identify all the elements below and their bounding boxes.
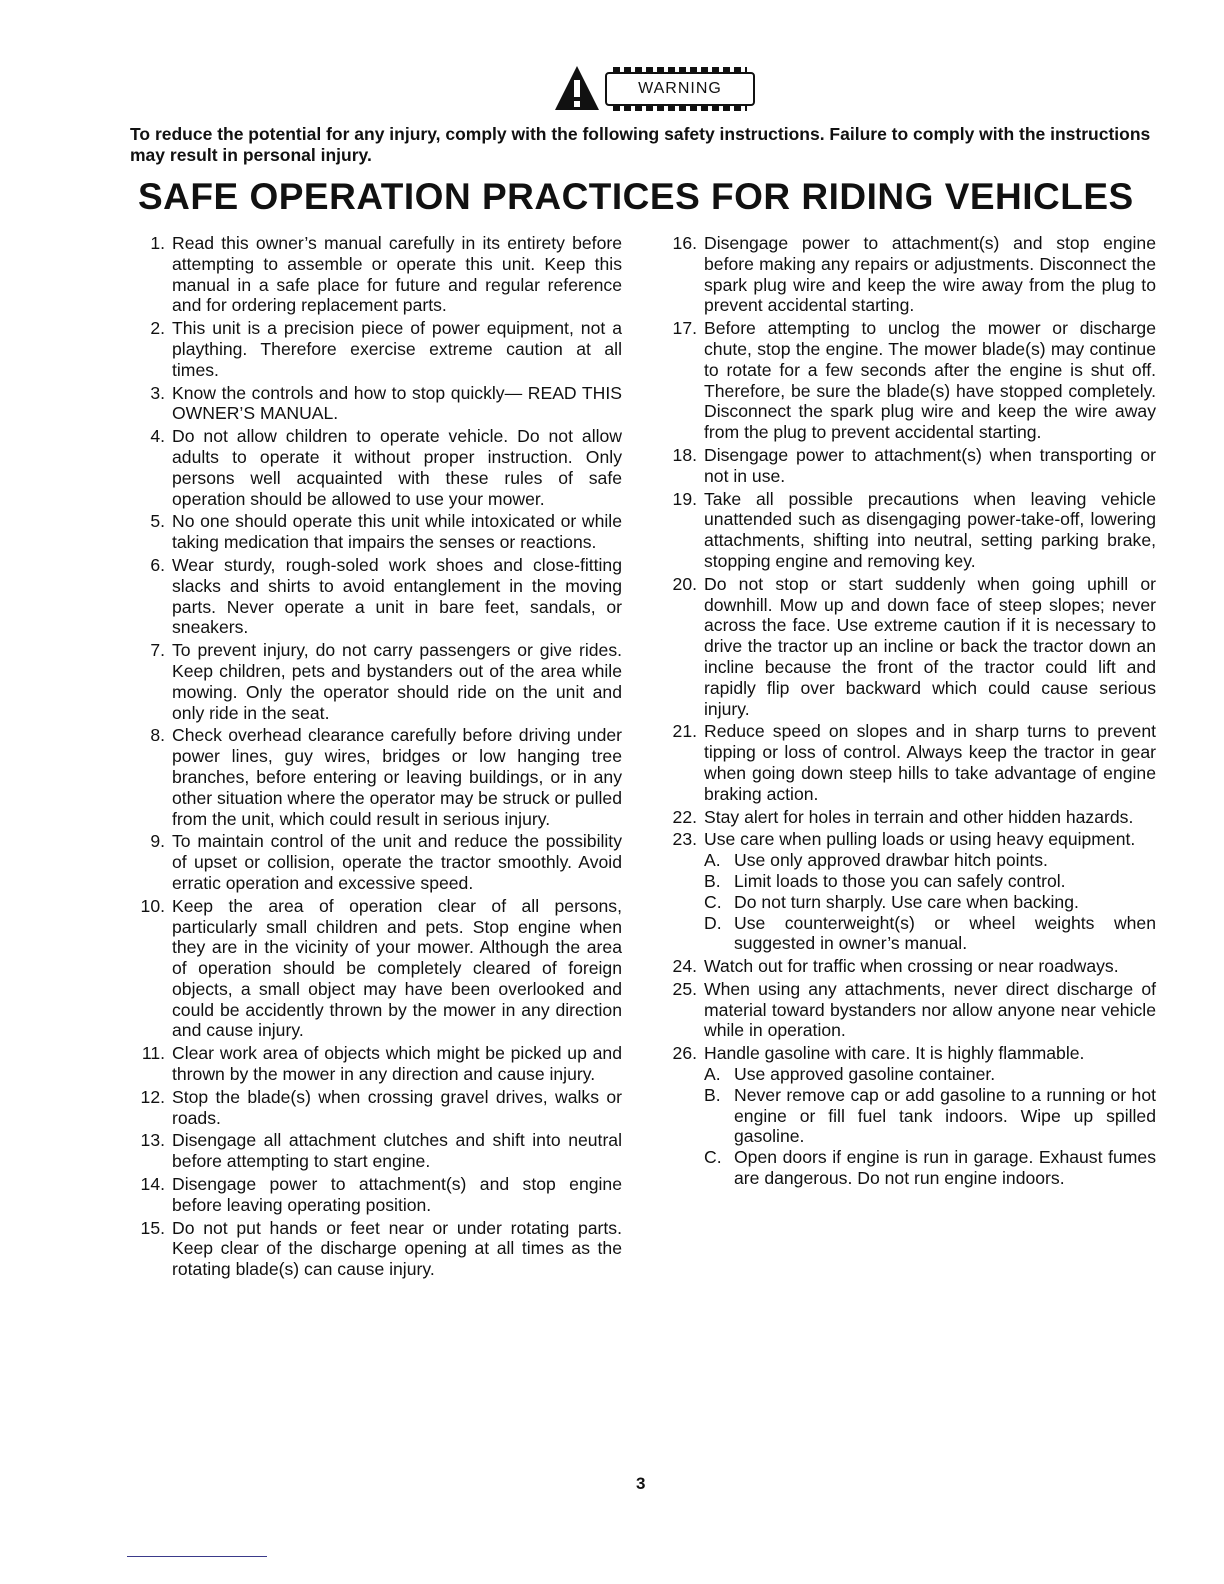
rule-subitem	[704, 913, 1156, 955]
rule-text: To maintain control of the unit and reduce the possibility of upset or collision, operate the tractor smoothly. Avoid erratic operation and excessive speed.	[172, 831, 622, 893]
rule-text: Know the controls and how to stop quickly— READ THIS OWNER’S MANUAL.	[172, 382, 622, 424]
rule-number: 18.	[672, 444, 697, 465]
rule-number: 17.	[672, 318, 697, 339]
rule-item	[132, 511, 622, 553]
subitem-letter: A.	[704, 1064, 721, 1085]
rule-item	[132, 426, 622, 509]
rule-item	[132, 1174, 622, 1216]
rule-text: Before attempting to unclog the mower or discharge chute, stop the engine. The mower blade(s) may continue to rotate for a few seconds after the engine is shut off. Therefore, be sure the blade(s) have stopped completely. Disconnect the spark plug wire and keep the wire away from the plug to prevent accidental starting.	[704, 318, 1156, 443]
subitem-text: Use approved gasoline container.	[734, 1064, 996, 1085]
rule-number: 7.	[150, 640, 165, 661]
rule-item	[132, 1130, 622, 1172]
rule-text: No one should operate this unit while intoxicated or while taking medication that impairs the senses or reactions.	[172, 511, 622, 553]
rule-item	[132, 383, 622, 425]
warning-triangle-icon	[553, 64, 601, 112]
rule-subitem	[704, 871, 1156, 892]
rule-subitem	[704, 892, 1156, 913]
rule-text: Take all possible precautions when leaving vehicle unattended such as disengaging power-take-off, lowering attachments, shifting into neutral, setting parking brake, stopping engine and removing key.	[704, 488, 1156, 571]
rule-subitem	[704, 1064, 1156, 1085]
subitem-text: Limit loads to those you can safely control.	[734, 870, 1066, 891]
rule-number: 9.	[150, 831, 165, 852]
footer-rule	[127, 1556, 267, 1557]
rule-number: 3.	[150, 382, 165, 403]
subitem-letter: B.	[704, 870, 721, 891]
rule-sublist	[704, 850, 1156, 954]
rule-item	[664, 721, 1156, 804]
rule-number: 12.	[140, 1086, 165, 1107]
rule-number: 24.	[672, 956, 697, 977]
rule-item	[132, 1043, 622, 1085]
rule-number: 19.	[672, 488, 697, 509]
warning-header	[553, 60, 763, 116]
rule-item	[132, 1087, 622, 1129]
rule-text: Disengage power to attachment(s) and stop engine before leaving operating position.	[172, 1174, 622, 1215]
rule-item	[664, 574, 1156, 720]
rule-sublist	[704, 1064, 1156, 1189]
rule-number: 13.	[140, 1130, 165, 1151]
rule-text: Handle gasoline with care. It is highly flammable.	[704, 1043, 1085, 1064]
rule-subitem	[704, 1085, 1156, 1147]
rule-item	[132, 233, 622, 316]
rule-number: 22.	[672, 806, 697, 827]
rule-item	[132, 318, 622, 380]
rule-item	[132, 555, 622, 638]
page-title: SAFE OPERATION PRACTICES FOR RIDING VEHICLES	[138, 176, 1134, 217]
rule-number: 6.	[150, 554, 165, 575]
rule-item	[132, 1218, 622, 1280]
subitem-text: Use counterweight(s) or wheel weights when suggested in owner’s manual.	[734, 912, 1156, 954]
rule-item	[664, 318, 1156, 443]
intro-text: To reduce the potential for any injury, comply with the following safety instructions. Failure to comply with the instructions may result in personal injury.	[130, 124, 1151, 165]
rule-item	[664, 1043, 1156, 1189]
rule-text: Read this owner’s manual carefully in its entirety before attempting to assemble or operate this unit. Keep this manual in a safe place for future and regular reference and for ordering replacement parts.	[172, 233, 622, 316]
rule-number: 11.	[141, 1043, 165, 1064]
rule-item	[664, 445, 1156, 487]
subitem-letter: D.	[704, 912, 722, 933]
rule-text: When using any attachments, never direct discharge of material toward bystanders nor allow anyone near vehicle while in operation.	[704, 978, 1156, 1041]
rule-number: 26.	[672, 1043, 697, 1064]
rule-number: 15.	[140, 1217, 165, 1238]
rule-number: 25.	[672, 978, 697, 999]
rule-number: 16.	[672, 233, 697, 253]
subitem-text: Use only approved drawbar hitch points.	[734, 850, 1048, 871]
rule-subitem	[704, 1147, 1156, 1189]
rule-text: Do not allow children to operate vehicle. Do not allow adults to operate it without proper instruction. Only persons well acquainted with these rules of safe operation should be allowed to use your mower.	[172, 426, 622, 509]
rule-number: 14.	[140, 1174, 165, 1195]
rule-subitem	[704, 850, 1156, 871]
rule-text: Do not put hands or feet near or under rotating parts. Keep clear of the discharge opening at all times as the rotating blade(s) can cause injury.	[172, 1217, 622, 1280]
rule-item	[664, 829, 1156, 954]
rule-text: This unit is a precision piece of power equipment, not a plaything. Therefore exercise extreme caution at all times.	[172, 318, 622, 380]
rule-text: To prevent injury, do not carry passengers or give rides. Keep children, pets and bystanders out of the area while mowing. Only the operator should ride on the unit and only ride in the seat.	[172, 640, 622, 723]
rule-number: 5.	[150, 511, 165, 532]
rule-item	[664, 233, 1156, 316]
rule-item	[664, 956, 1156, 977]
rule-number: 8.	[150, 725, 165, 746]
rule-item	[132, 831, 622, 893]
warning-label: WARNING	[638, 80, 722, 97]
rule-text: Reduce speed on slopes and in sharp turns to prevent tipping or loss of control. Always keep the tractor in gear when going down steep hills to take advantage of engine braking action.	[704, 721, 1156, 804]
rule-text: Stay alert for holes in terrain and other hidden hazards.	[704, 806, 1134, 827]
rule-number: 23.	[672, 829, 697, 850]
rule-item	[664, 489, 1156, 572]
subitem-letter: C.	[704, 1147, 722, 1168]
rule-text: Check overhead clearance carefully before driving under power lines, guy wires, bridges or low hanging tree branches, before entering or leaving buildings, or in any other situation where the operator may be struck or pulled from the unit, which could result in serious injury.	[172, 725, 622, 829]
rule-number: 10.	[140, 895, 165, 916]
subitem-letter: A.	[704, 850, 721, 871]
rule-item	[132, 896, 622, 1042]
rule-text: Disengage power to attachment(s) when transporting or not in use.	[704, 444, 1156, 486]
rules-column-right	[664, 233, 1156, 1191]
rule-item	[664, 979, 1156, 1041]
rule-item	[664, 807, 1156, 828]
rule-number: 4.	[150, 426, 165, 447]
rule-text: Stop the blade(s) when crossing gravel drives, walks or roads.	[172, 1086, 622, 1128]
rule-text: Disengage power to attachment(s) and stop engine before making any repairs or adjustments. Disconnect the spark plug wire and keep the wire away from the plug to prevent accidental starting.	[704, 233, 1156, 316]
rule-text: Disengage all attachment clutches and shift into neutral before attempting to start engine.	[172, 1130, 622, 1172]
rule-item	[132, 725, 622, 829]
rule-text: Use care when pulling loads or using heavy equipment.	[704, 829, 1136, 850]
rules-column-left	[132, 233, 622, 1282]
subitem-text: Do not turn sharply. Use care when backing.	[734, 891, 1079, 912]
rule-number: 21.	[672, 721, 697, 742]
rule-number: 20.	[672, 573, 697, 594]
subitem-text: Never remove cap or add gasoline to a running or hot engine or fill fuel tank indoors. Wipe up spilled gasoline.	[734, 1084, 1156, 1147]
subitem-letter: B.	[704, 1084, 721, 1105]
rule-text: Clear work area of objects which might be picked up and thrown by the mower in any direction and cause injury.	[172, 1043, 622, 1085]
rule-item	[132, 640, 622, 723]
page-number: 3	[636, 1474, 646, 1493]
rule-number: 2.	[150, 318, 165, 339]
rule-text: Do not stop or start suddenly when going uphill or downhill. Mow up and down face of steep slopes; never across the face. Use extreme caution if it is necessary to drive the tractor up an incline or back the tractor down an incline because the front of the tractor could lift and rapidly flip over backward which could cause serious injury.	[704, 573, 1156, 719]
rule-number: 1.	[150, 233, 165, 253]
rule-text: Wear sturdy, rough-soled work shoes and close-fitting slacks and shirts to avoid entanglement in the moving parts. Never operate a unit in bare feet, sandals, or sneakers.	[172, 554, 622, 638]
subitem-text: Open doors if engine is run in garage. Exhaust fumes are dangerous. Do not run engine indoors.	[734, 1147, 1156, 1189]
rule-text: Keep the area of operation clear of all persons, particularly small children and pets. Stop engine when they are in the vicinity of your mower. Although the area of operation should be completely cleared of foreign objects, a small object may have been overlooked and could be accidently thrown by the mower in any direction and cause injury.	[172, 895, 622, 1041]
rule-text: Watch out for traffic when crossing or near roadways.	[704, 956, 1119, 977]
warning-badge	[605, 72, 755, 106]
subitem-letter: C.	[704, 891, 722, 912]
